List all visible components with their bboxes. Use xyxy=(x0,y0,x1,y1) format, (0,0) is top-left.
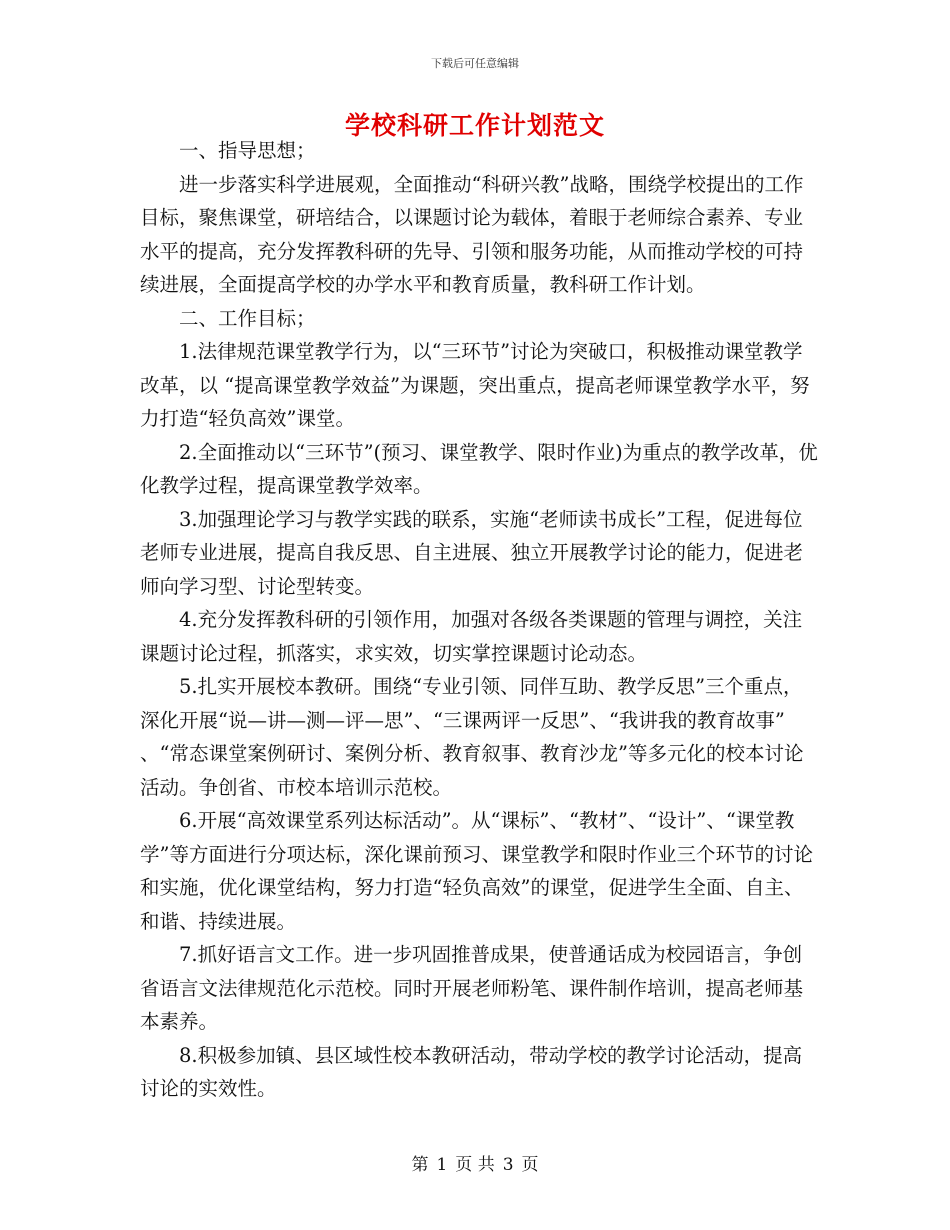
goal-item-7: 7.抓好语言文工作。进一步巩固推普成果，使普通话成为校园语言，争创省语言文法律规范化示范校。同时开展老师粉笔、课件制作培训，提高老师基本素养。 xyxy=(140,943,804,1033)
goal-item-2: 2.全面推动以“三环节”(预习、课堂教学、限时作业)为重点的教学改革，优化教学过程，提高课堂教学效率。 xyxy=(140,440,818,497)
goal-item-5: 5.扎实开展校本教研。围绕“专业引领、同伴互助、教学反思”三个重点，深化开展“说—讲—测—评—思”、“三课两评一反思”、“我讲我的教育故事” 、“常态课堂案例研讨、案例分析、教育叙事、教育沙龙”等多元化的校本讨论活动。争创省、市校本培训示范校。 xyxy=(140,675,804,799)
footer-page-total: 3 xyxy=(502,1155,514,1175)
section-heading-1: 一、指导思想； xyxy=(179,139,316,162)
footer-page-number: 1 xyxy=(436,1155,448,1175)
paragraph-guiding-thought: 进一步落实科学进展观，全面推动“科研兴教”战略，围绕学校提出的工作目标，聚焦课堂，研培结合，以课题讨论为载体，着眼于老师综合素养、专业水平的提高，充分发挥教科研的先导、引领和服务功能，从而推动学校的可持续进展，全面提高学校的办学水平和教育质量，教科研工作计划。 xyxy=(140,172,804,296)
goal-item-8: 8.积极参加镇、县区域性校本教研活动，带动学校的教学讨论活动，提高讨论的实效性。 xyxy=(140,1043,803,1100)
section-heading-2: 二、工作目标； xyxy=(179,306,316,330)
document-body xyxy=(140,134,820,1106)
goal-item-6: 6.开展“高效课堂系列达标活动”。从“课标”、“教材”、“设计”、“课堂教学”等方面进行分项达标，深化课前预习、课堂教学和限时作业三个环节的讨论和实施，优化课堂结构，努力打造“轻负高效”的课堂，促进学生全面、自主、和谐、持续进展。 xyxy=(140,809,813,933)
goal-item-4: 4.充分发挥教科研的引领作用，加强对各级各类课题的管理与调控，关注课题讨论过程，抓落实，求实效，切实掌控课题讨论动态。 xyxy=(140,608,803,665)
header-note: 下载后可任意编辑 xyxy=(431,57,519,70)
goal-item-3: 3.加强理论学习与教学实践的联系，实施“老师读书成长”工程，促进每位老师专业进展，提高自我反思、自主进展、独立开展教学讨论的能力，促进老师向学习型、讨论型转变。 xyxy=(140,507,804,598)
footer-suffix: 页 xyxy=(521,1155,539,1175)
goal-item-1: 1.法律规范课堂教学行为，以“三环节”讨论为突破口，积极推动课堂教学改革，以 “提高课堂教学效益”为课题，突出重点，提高老师课堂教学水平，努力打造“轻负高效”课堂。 xyxy=(140,340,810,430)
footer-middle: 页 共 xyxy=(455,1155,495,1175)
document-title: 学校科研工作计划范文 xyxy=(344,111,605,140)
page-footer xyxy=(0,1150,950,1175)
footer-prefix: 第 xyxy=(411,1155,429,1175)
